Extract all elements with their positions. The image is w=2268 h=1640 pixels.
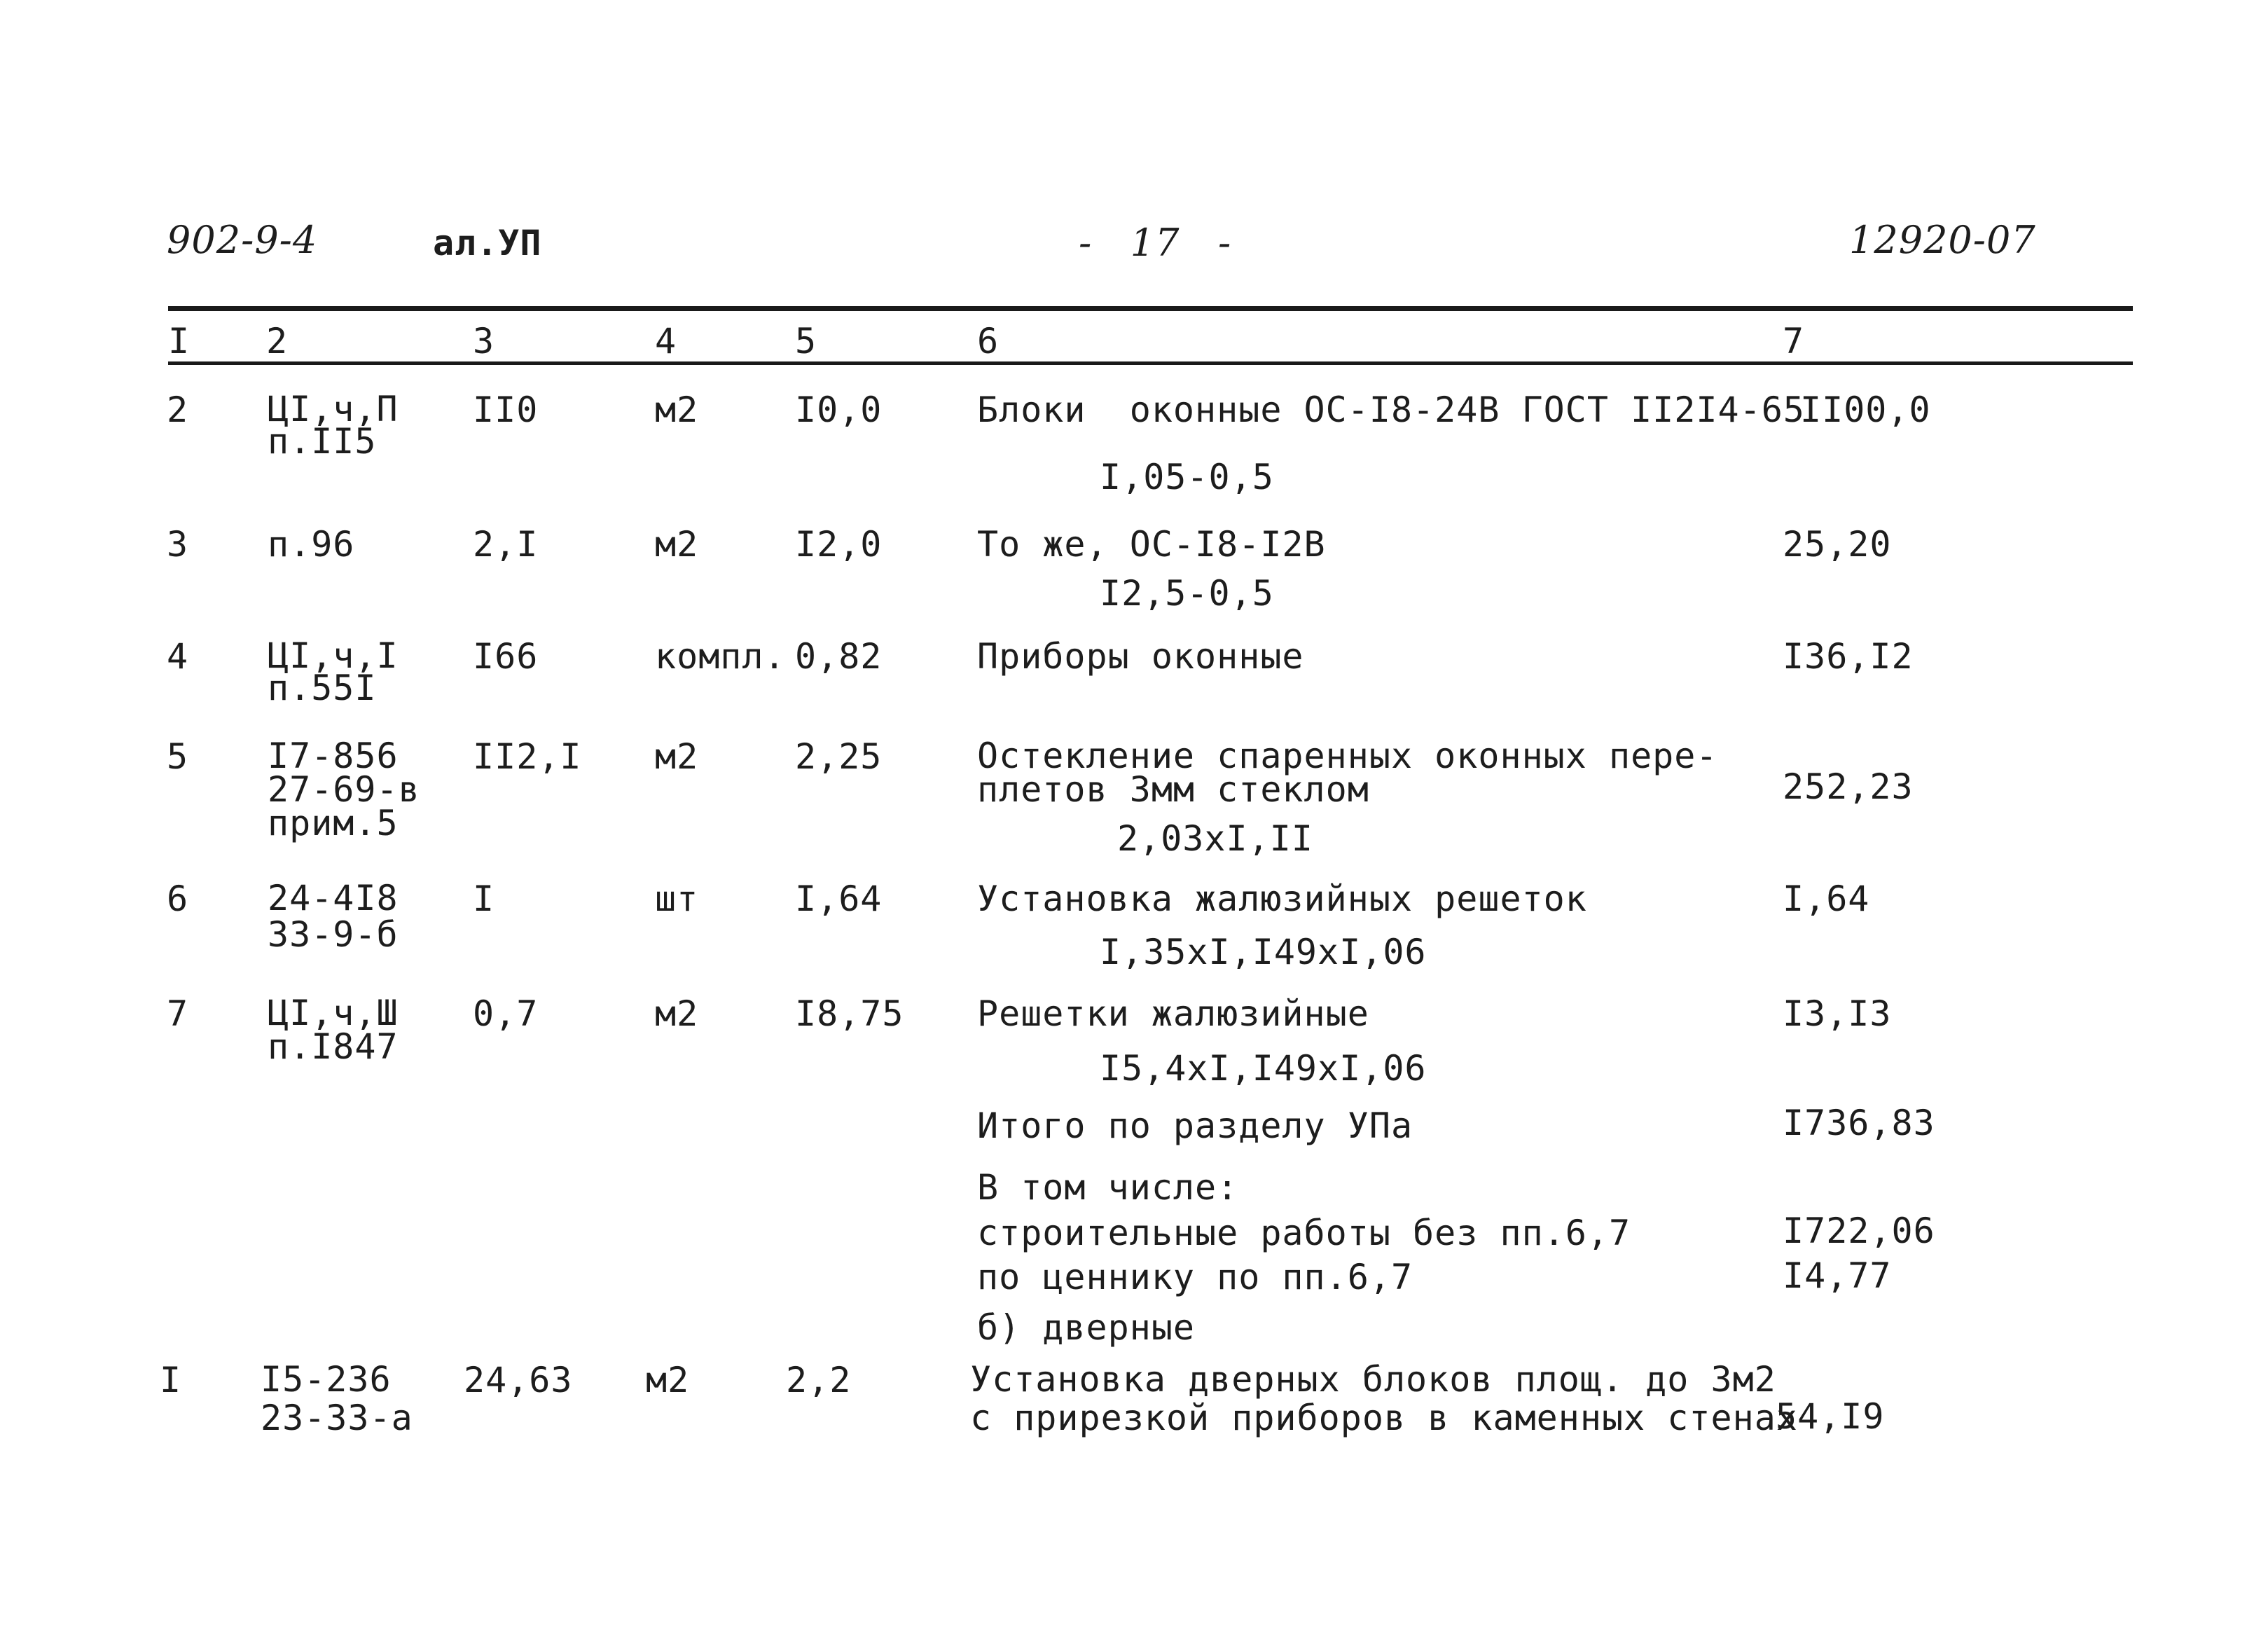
amount: I36,I2 [1783, 636, 1914, 677]
total-label: Итого по разделу УПа [977, 1105, 1413, 1146]
section-heading: б) дверные [977, 1307, 1196, 1348]
price-list-label: по ценнику по пп.6,7 [977, 1257, 1413, 1297]
row-number: 5 [167, 736, 189, 777]
description: Приборы оконные [977, 636, 1304, 677]
unit-price: I,64 [795, 878, 883, 919]
ref-code: 33-9-б [268, 914, 399, 955]
amount: I3,I3 [1783, 993, 1892, 1034]
quantity: II0 [473, 390, 539, 430]
description: То же, ОС-I8-I2В [977, 524, 1326, 565]
calculation: I2,5-0,5 [1100, 573, 1274, 614]
construction-works-value: I722,06 [1783, 1211, 1935, 1251]
ref-code: 27-69-в [268, 769, 420, 810]
quantity: I66 [473, 636, 539, 677]
document-number: 12920-07 [1849, 218, 2036, 262]
unit-price: 0,82 [795, 636, 883, 677]
amount: II00,0 [1800, 390, 1931, 430]
amount: 252,23 [1783, 766, 1914, 807]
price-list-value: I4,77 [1783, 1255, 1892, 1296]
unit: м2 [655, 736, 699, 777]
unit: м2 [646, 1360, 690, 1400]
description: Установка дверных блоков площ. до 3м2 [970, 1359, 1776, 1400]
row-number: 6 [167, 878, 189, 919]
ref-code: прим.5 [268, 803, 399, 843]
description: Решетки жалюзийные [977, 993, 1369, 1034]
unit-price: I8,75 [795, 993, 904, 1034]
ref-code: п.96 [268, 524, 355, 565]
unit-price: I0,0 [795, 390, 883, 430]
ref-code: ЦI,ч,I [268, 635, 399, 676]
ref-code: ЦI,ч,Ш [268, 993, 399, 1033]
ref-code: п.II5 [268, 421, 377, 462]
unit-price: 2,2 [786, 1360, 852, 1400]
row-number: 2 [167, 390, 189, 430]
total-value: I736,83 [1783, 1103, 1935, 1143]
quantity: 0,7 [473, 993, 539, 1034]
description: Остекление спаренных оконных пере- [977, 736, 1718, 776]
header-bottom-rule [168, 361, 2133, 365]
ref-code: 23-33-а [261, 1398, 413, 1438]
unit: шт [655, 878, 699, 919]
amount: I,64 [1783, 878, 1870, 919]
row-number: 7 [167, 993, 189, 1034]
ref-code: п.I847 [268, 1026, 399, 1067]
subtotal-heading: В том числе: [977, 1167, 1239, 1208]
amount: 54,I9 [1776, 1396, 1885, 1437]
ref-code: ЦI,ч,П [268, 389, 399, 429]
description: Установка жалюзийных решеток [977, 878, 1587, 919]
page-number: - 17 - [1079, 221, 1232, 265]
ref-code: п.55I [268, 668, 377, 708]
amount: 25,20 [1783, 524, 1892, 565]
quantity: 2,I [473, 524, 539, 565]
quantity: I [473, 878, 495, 919]
doc-code: 902-9-4 [167, 218, 318, 262]
row-number: 4 [167, 636, 189, 677]
column-header: 2 [266, 321, 289, 361]
table-top-rule [168, 306, 2133, 311]
sheet-label: ал.УП [433, 223, 542, 263]
ref-code: I7-856 [268, 736, 399, 776]
column-header: 6 [977, 321, 1000, 361]
calculation: I,35хI,I49хI,06 [1100, 932, 1427, 972]
description: с прирезкой приборов в каменных стенах [970, 1398, 1798, 1438]
column-header: 5 [795, 321, 817, 361]
description: плетов 3мм стеклом [977, 769, 1369, 810]
column-header: 7 [1783, 321, 1805, 361]
column-header: 4 [655, 321, 677, 361]
unit: компл. [655, 636, 786, 677]
description: Блоки оконные ОС-I8-24В ГОСТ II2I4-65 [977, 390, 1805, 430]
unit: м2 [655, 993, 699, 1034]
column-header: 3 [473, 321, 495, 361]
unit: м2 [655, 524, 699, 565]
calculation: I5,4хI,I49хI,06 [1100, 1048, 1427, 1089]
quantity: II2,I [473, 736, 582, 777]
unit: м2 [655, 390, 699, 430]
ref-code: 24-4I8 [268, 878, 399, 918]
row-number: I [160, 1360, 182, 1400]
unit-price: 2,25 [795, 736, 883, 777]
unit-price: I2,0 [795, 524, 883, 565]
calculation: I,05-0,5 [1100, 457, 1274, 497]
ref-code: I5-236 [261, 1359, 392, 1400]
row-number: 3 [167, 524, 189, 565]
column-header: I [168, 321, 191, 361]
calculation: 2,03хI,II [1117, 818, 1313, 859]
construction-works-label: строительные работы без пп.6,7 [977, 1213, 1631, 1253]
quantity: 24,63 [464, 1360, 573, 1400]
